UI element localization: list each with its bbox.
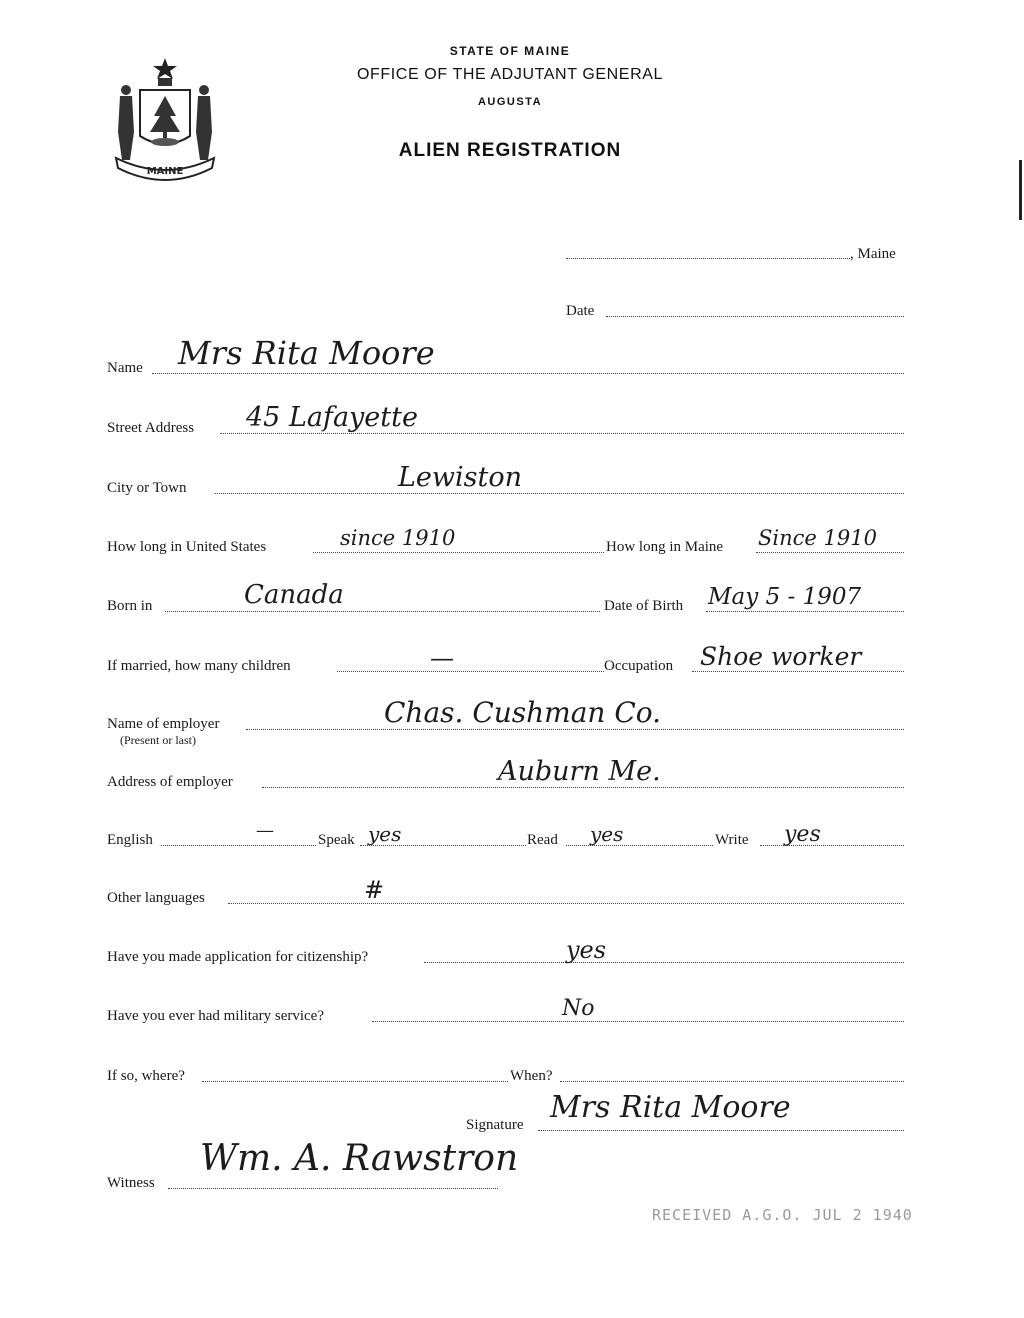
citizenship-label: Have you made application for citizenship? (107, 949, 369, 965)
military-value: No (562, 996, 595, 1021)
employer-address-label: Address of employer (107, 774, 233, 790)
employer-sublabel: (Present or last) (120, 733, 196, 747)
english-line (161, 845, 316, 846)
children-label: If married, how many children (107, 658, 291, 674)
city-value: Lewiston (398, 462, 523, 493)
date-line (606, 316, 904, 317)
employer-line (246, 729, 904, 730)
employer-address-value: Auburn Me. (498, 756, 661, 787)
maine-duration-line (756, 552, 904, 553)
header-office: OFFICE OF THE ADJUTANT GENERAL (356, 66, 664, 83)
write-line (760, 845, 904, 846)
witness-label: Witness (107, 1175, 155, 1191)
occupation-value: Shoe worker (700, 642, 862, 671)
name-label: Name (107, 360, 143, 376)
where-label: If so, where? (107, 1068, 185, 1084)
state-seal-icon (106, 52, 224, 182)
place-line (566, 258, 850, 259)
born-value: Canada (244, 580, 344, 610)
children-line (337, 671, 604, 672)
when-label: When? (510, 1068, 553, 1084)
received-stamp: RECEIVED A.G.O. JUL 2 1940 (652, 1206, 913, 1224)
write-label: Write (715, 832, 749, 848)
name-line (152, 373, 904, 374)
children-value: — (430, 644, 454, 672)
speak-label: Speak (318, 832, 355, 848)
signature-value: Mrs Rita Moore (550, 1090, 791, 1125)
street-value: 45 Lafayette (246, 402, 418, 433)
speak-value: yes (368, 822, 402, 846)
us-duration-label: How long in United States (107, 539, 267, 555)
city-line (215, 493, 904, 494)
military-line (372, 1021, 904, 1022)
witness-value: Wm. A. Rawstron (200, 1138, 519, 1179)
signature-line (538, 1130, 904, 1131)
dob-line (706, 611, 904, 612)
read-line (566, 845, 713, 846)
us-duration-value: since 1910 (340, 526, 456, 550)
maine-duration-label: How long in Maine (606, 539, 724, 555)
dob-label: Date of Birth (604, 598, 684, 614)
when-line (560, 1081, 904, 1082)
street-line (220, 433, 904, 434)
street-label: Street Address (107, 420, 195, 436)
where-line (202, 1081, 508, 1082)
svg-text:MAINE: MAINE (146, 166, 184, 177)
witness-line (168, 1188, 498, 1189)
city-label: City or Town (107, 480, 187, 496)
employer-address-line (262, 787, 904, 788)
other-languages-label: Other languages (107, 890, 205, 906)
form-title: ALIEN REGISTRATION (398, 140, 622, 161)
date-label: Date (566, 303, 595, 319)
header-state: STATE OF MAINE (449, 44, 571, 58)
name-value: Mrs Rita Moore (178, 334, 435, 372)
citizenship-value: yes (566, 936, 607, 964)
citizenship-line (424, 962, 904, 963)
born-line (165, 611, 600, 612)
english-label: English (107, 832, 153, 848)
write-value: yes (784, 822, 821, 847)
born-label: Born in (107, 598, 153, 614)
military-label: Have you ever had military service? (107, 1008, 324, 1024)
read-value: yes (590, 822, 624, 846)
employer-value: Chas. Cushman Co. (384, 696, 662, 729)
employer-label: Name of employer (107, 716, 220, 732)
occupation-label: Occupation (604, 658, 674, 674)
header-city: AUGUSTA (477, 96, 543, 108)
maine-duration-value: Since 1910 (758, 526, 877, 550)
read-label: Read (527, 832, 558, 848)
dob-value: May 5 - 1907 (708, 584, 862, 610)
place-suffix: , Maine (850, 246, 896, 262)
occupation-line (692, 671, 904, 672)
english-value: — (256, 820, 274, 841)
other-languages-line (228, 903, 904, 904)
signature-label: Signature (466, 1117, 524, 1133)
scan-edge-mark (1019, 160, 1022, 220)
us-duration-line (313, 552, 604, 553)
other-languages-value: # (364, 876, 385, 904)
